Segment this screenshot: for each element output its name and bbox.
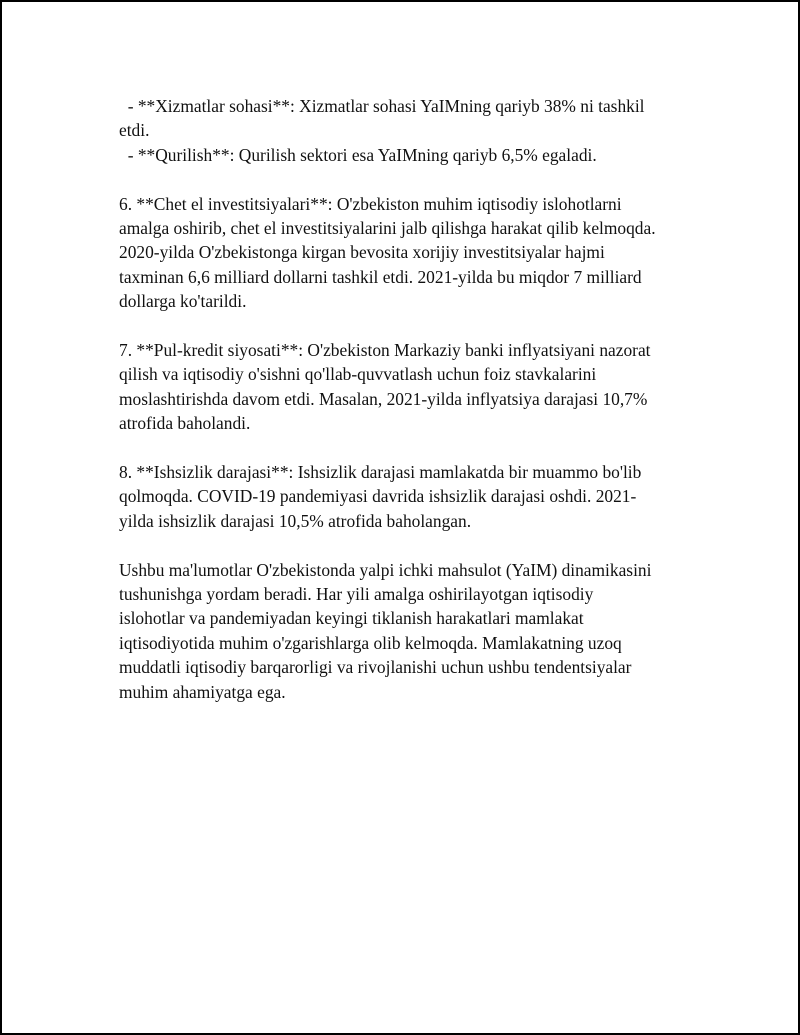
document-body [119,94,694,704]
text-line: islohotlar va pandemiyadan keyingi tiklanish harakatlari mamlakat [119,608,584,629]
text-line: 2020-yilda O'zbekistonga kirgan bevosita xorijiy investitsiyalar hajmi [119,242,605,263]
paragraph-gap [119,436,694,460]
section-monetary-policy [119,338,694,436]
conclusion-paragraph [119,558,694,704]
text-line: yilda ishsizlik darajasi 10,5% atrofida baholangan. [119,510,472,531]
paragraph-gap [119,533,694,557]
text-line: muhim ahamiyatga ega. [119,681,286,702]
text-line: dollarga ko'tarildi. [119,291,247,312]
text-line: - **Xizmatlar sohasi**: Xizmatlar sohasi YaIMning qariyb 38% ni tashkil [119,96,645,116]
text-line: amalga oshirib, chet el investitsiyalarini jalb qilishga harakat qilib kelmoqda. [119,218,656,239]
text-line: taxminan 6,6 milliard dollarni tashkil etdi. 2021-yilda bu miqdor 7 milliard [119,266,642,287]
text-line: 7. **Pul-kredit siyosati**: O'zbekiston Markaziy banki inflyatsiyani nazorat [119,340,651,361]
paragraph-gap [119,314,694,338]
text-line: 6. **Chet el investitsiyalari**: O'zbekiston muhim iqtisodiy islohotlarni [119,193,622,214]
text-line: moslashtirishda davom etdi. Masalan, 2021-yilda inflyatsiya darajasi 10,7% [119,388,648,409]
text-line: qilish va iqtisodiy o'sishni qo'llab-quvvatlash uchun foiz stavkalarini [119,364,597,385]
text-line: qolmoqda. COVID-19 pandemiyasi davrida ishsizlik darajasi oshdi. 2021- [119,486,637,507]
text-line: tushunishga yordam beradi. Har yili amalga oshirilayotgan iqtisodiy [119,584,594,605]
paragraph-gap [119,167,694,191]
text-line: iqtisodiyotida muhim o'zgarishlarga olib kelmoqda. Mamlakatning uzoq [119,632,622,653]
section-unemployment [119,460,694,533]
text-line: Ushbu ma'lumotlar O'zbekistonda yalpi ichki mahsulot (YaIM) dinamikasini [119,559,652,580]
sector-list [119,94,694,167]
section-foreign-investment [119,192,694,314]
text-line: muddatli iqtisodiy barqarorligi va rivojlanishi uchun ushbu tendentsiyalar [119,657,632,678]
text-line: - **Qurilish**: Qurilish sektori esa YaIMning qariyb 6,5% egaladi. [119,144,597,165]
text-line: 8. **Ishsizlik darajasi**: Ishsizlik darajasi mamlakatda bir muammo bo'lib [119,462,642,483]
text-line: atrofida baholandi. [119,413,251,434]
text-line: etdi. [119,120,150,141]
